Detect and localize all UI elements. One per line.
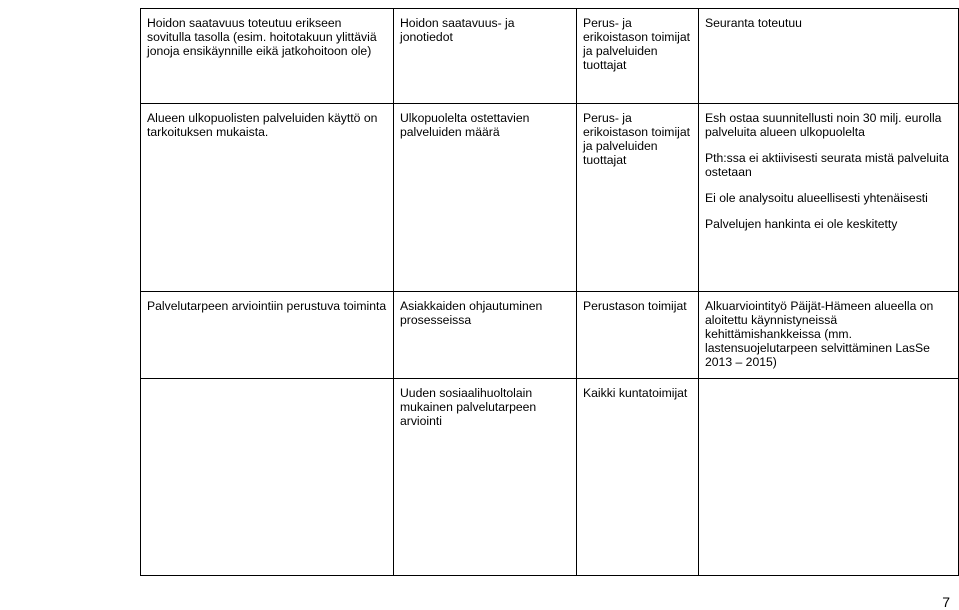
indicator-cell: Uuden sosiaalihuoltolain mukainen palvelutarpeen arviointi: [394, 379, 577, 576]
goal-cell: Hoidon saatavuus toteutuu erikseen sovitulla tasolla (esim. hoitotakuun ylittäviä jonoja ensikäynnille eikä jatkohoitoon ole): [141, 9, 394, 104]
status-cell: Seuranta toteutuu: [699, 9, 959, 104]
status-cell: [699, 379, 959, 576]
table-row: [141, 379, 959, 576]
status-cell: Alkuarviointityö Päijät-Hämeen alueella on aloitettu käynnistyneissä kehittämishankkeissa (mm. lastensuojelutarpeen selvittäminen LasSe 2013 – 2015): [699, 292, 959, 379]
actor-cell: Perus- ja erikoistason toimijat ja palveluiden tuottajat: [577, 104, 699, 292]
status-paragraph: Ei ole analysoitu alueellisesti yhtenäisesti: [705, 191, 928, 205]
status-paragraph: Palvelujen hankinta ei ole keskitetty: [705, 217, 898, 231]
status-cell: [699, 104, 959, 292]
table-row: [141, 104, 959, 292]
actor-cell: Perustason toimijat: [577, 292, 699, 379]
indicator-cell: Asiakkaiden ohjautuminen prosesseissa: [394, 292, 577, 379]
table-row: [141, 9, 959, 104]
goal-cell: Alueen ulkopuolisten palveluiden käyttö on tarkoituksen mukaista.: [141, 104, 394, 292]
page-number: 7: [942, 594, 950, 610]
indicator-cell: Hoidon saatavuus- ja jonotiedot: [394, 9, 577, 104]
status-paragraph: Pth:ssa ei aktiivisesti seurata mistä palveluita ostetaan: [705, 151, 949, 179]
document-table: [140, 8, 959, 576]
goal-cell: [141, 379, 394, 576]
table-row: [141, 292, 959, 379]
actor-cell: Kaikki kuntatoimijat: [577, 379, 699, 576]
goal-cell: Palvelutarpeen arviointiin perustuva toiminta: [141, 292, 394, 379]
indicator-cell: Ulkopuolelta ostettavien palveluiden määrä: [394, 104, 577, 292]
actor-cell: Perus- ja erikoistason toimijat ja palveluiden tuottajat: [577, 9, 699, 104]
status-paragraph: Esh ostaa suunnitellusti noin 30 milj. eurolla palveluita alueen ulkopuolelta: [705, 111, 942, 139]
